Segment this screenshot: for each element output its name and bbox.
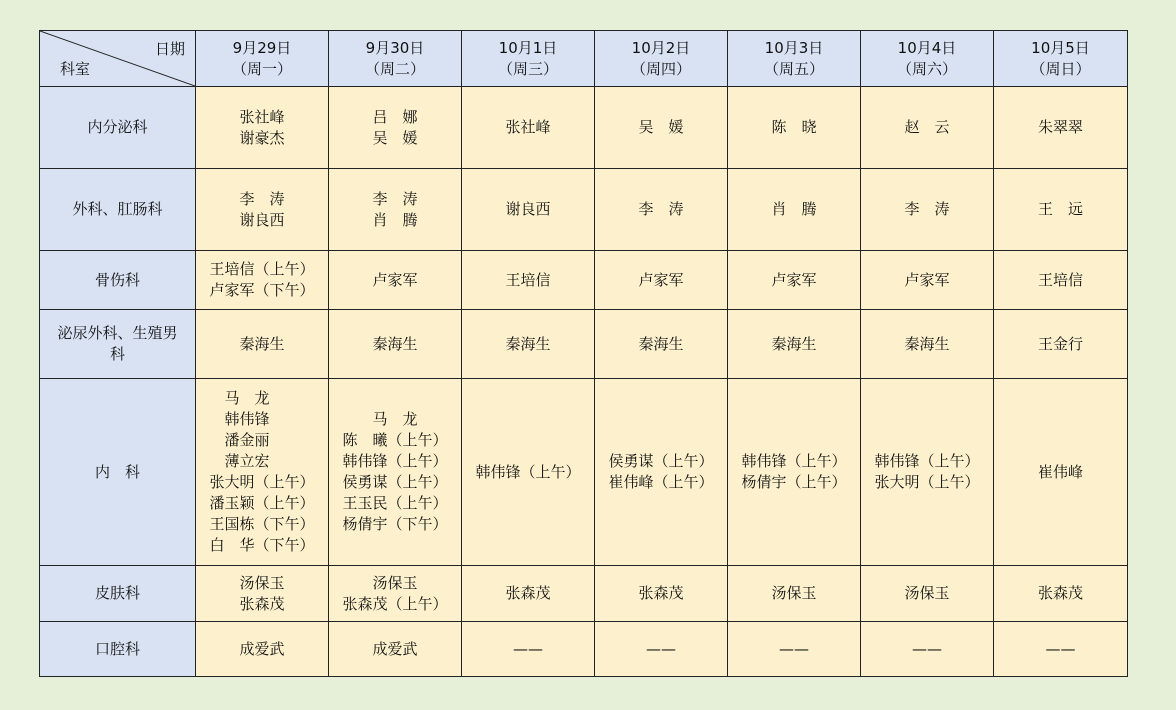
doctor-list [209, 388, 314, 556]
doctor-list [505, 270, 550, 291]
duty-cell [994, 169, 1128, 251]
doctor-list [372, 639, 417, 660]
table-row [40, 622, 1128, 677]
doctor-name: 李 涛 [239, 189, 285, 208]
duty-cell [196, 379, 329, 566]
doctor-list [904, 199, 949, 220]
doctor-list [771, 583, 816, 604]
doctor-list [372, 270, 417, 291]
doctor-name: 赵 云 [904, 118, 950, 136]
doctor-name: 马 龙 [342, 410, 418, 428]
doctor-list [1038, 462, 1083, 483]
duty-cell [595, 87, 728, 169]
table-row [40, 87, 1128, 169]
department-label: 骨伤科 [94, 270, 140, 289]
doctor-name: 肖 腾 [771, 200, 817, 218]
duty-cell [462, 87, 595, 169]
doctor-name: 秦海生 [904, 334, 950, 353]
doctor-name: 王培信 [505, 270, 551, 289]
doctor-name: 王培信（上午） [209, 260, 315, 278]
doctor-name: 秦海生 [638, 334, 684, 353]
duty-cell [861, 87, 994, 169]
doctor-list [771, 199, 816, 220]
doctor-list [475, 462, 580, 483]
department-cell [40, 566, 196, 622]
doctor-name: 成爱武 [372, 639, 418, 658]
doctor-list [912, 639, 942, 660]
department-label: 皮肤科 [94, 584, 140, 602]
day-weekday: （周二） [364, 59, 425, 78]
doctor-name: 秦海生 [372, 334, 418, 353]
doctor-name: 肖 腾 [372, 210, 418, 229]
duty-cell [196, 87, 329, 169]
day-weekday: （周日） [1030, 59, 1091, 78]
duty-cell [861, 379, 994, 566]
doctor-list [1038, 199, 1083, 220]
doctor-list [513, 639, 543, 660]
day-header [196, 31, 329, 87]
doctor-list [372, 334, 417, 355]
duty-cell [329, 169, 462, 251]
duty-cell [462, 310, 595, 379]
duty-cell [595, 566, 728, 622]
day-header [462, 31, 595, 87]
day-weekday: （周六） [896, 59, 957, 78]
duty-cell [595, 310, 728, 379]
doctor-name: 薄立宏 [209, 452, 270, 470]
doctor-name: 王金行 [1037, 334, 1083, 353]
corner-dept-label: 科室 [60, 60, 91, 78]
duty-cell [728, 566, 861, 622]
doctor-list [342, 573, 447, 615]
doctor-list [239, 189, 284, 231]
doctor-name: 侯勇谋（上午） [342, 473, 448, 491]
doctor-name: 谢豪杰 [239, 128, 285, 147]
doctor-list [505, 334, 550, 355]
duty-cell [196, 169, 329, 251]
duty-cell [196, 310, 329, 379]
duty-cell [329, 622, 462, 677]
doctor-name: 侯勇谋（上午） [608, 452, 714, 470]
doctor-list [904, 270, 949, 291]
day-date: 10月1日 [498, 38, 558, 57]
duty-cell [728, 622, 861, 677]
doctor-name: 吕 娜 [372, 107, 418, 126]
doctor-name: 汤保玉 [342, 573, 418, 592]
doctor-name: 吴 媛 [638, 118, 684, 136]
duty-cell [196, 622, 329, 677]
duty-cell [462, 622, 595, 677]
department-label: 泌尿外科、生殖男 [57, 324, 178, 342]
day-header [861, 31, 994, 87]
doctor-name: 张森茂 [239, 594, 285, 613]
doctor-list [505, 117, 550, 138]
doctor-name: 张森茂 [1037, 584, 1083, 602]
header-row [40, 31, 1128, 87]
duty-cell [196, 566, 329, 622]
duty-cell [994, 251, 1128, 310]
doctor-list [904, 117, 949, 138]
doctor-list [239, 107, 284, 149]
duty-cell [994, 87, 1128, 169]
duty-cell [329, 379, 462, 566]
doctor-name: 白 华（下午） [209, 536, 315, 554]
duty-cell [994, 379, 1128, 566]
doctor-name: 陈 晓 [771, 118, 817, 136]
doctor-name: 韩伟锋（上午） [874, 452, 980, 470]
day-date: 10月5日 [1031, 38, 1090, 57]
department-cell [40, 87, 196, 169]
duty-cell [329, 566, 462, 622]
day-header [994, 31, 1128, 87]
doctor-list [1038, 270, 1083, 291]
doctor-list [771, 117, 816, 138]
doctor-name: 韩伟锋（上午） [741, 452, 847, 470]
doctor-name: —— [513, 639, 543, 658]
duty-cell [994, 622, 1128, 677]
doctor-name: 卢家军 [771, 270, 817, 289]
doctor-list [904, 334, 949, 355]
department-cell [40, 310, 196, 379]
department-label: 外科、肛肠科 [72, 200, 163, 218]
doctor-name: 李 涛 [638, 200, 684, 218]
doctor-name: 卢家军 [638, 270, 684, 289]
doctor-name: 汤保玉 [771, 584, 817, 602]
doctor-name: 李 涛 [372, 189, 418, 208]
doctor-name: 汤保玉 [904, 584, 950, 602]
doctor-list [372, 107, 417, 149]
doctor-list [771, 334, 816, 355]
day-weekday: （周五） [763, 59, 824, 78]
doctor-list [771, 270, 816, 291]
duty-cell [196, 251, 329, 310]
doctor-name: —— [779, 639, 809, 658]
doctor-name: 张森茂（上午） [342, 594, 448, 613]
doctor-name: 张大明（上午） [874, 473, 980, 491]
doctor-list [741, 451, 846, 493]
day-weekday: （周三） [497, 59, 558, 78]
department-cell [40, 379, 196, 566]
doctor-list [239, 639, 284, 660]
table-row [40, 251, 1128, 310]
day-date: 9月29日 [232, 38, 292, 57]
doctor-list [638, 334, 683, 355]
doctor-name: 张社峰 [239, 107, 285, 126]
doctor-list [505, 583, 550, 604]
duty-cell [595, 622, 728, 677]
duty-cell [728, 310, 861, 379]
doctor-list [779, 639, 809, 660]
doctor-name: 马 龙 [209, 389, 270, 407]
doctor-list [638, 583, 683, 604]
doctor-name: 成爱武 [239, 639, 285, 658]
duty-cell [595, 169, 728, 251]
doctor-name: 朱翠翠 [1037, 118, 1083, 136]
duty-cell [728, 87, 861, 169]
doctor-name: 潘金丽 [209, 431, 270, 449]
duty-cell [329, 251, 462, 310]
doctor-name: —— [912, 639, 942, 658]
corner-header-cell [40, 31, 196, 87]
doctor-name: 杨倩宇（下午） [342, 515, 448, 533]
duty-cell [861, 251, 994, 310]
doctor-name: 王培信 [1037, 270, 1083, 289]
department-label: 科 [109, 345, 125, 363]
doctor-name: 谢良西 [505, 200, 551, 218]
schedule-body [40, 87, 1128, 677]
doctor-list [638, 199, 683, 220]
doctor-list [1038, 583, 1083, 604]
day-header [728, 31, 861, 87]
doctor-name: 陈 曦（上午） [342, 431, 448, 449]
doctor-name: 崔伟峰（上午） [608, 473, 714, 491]
day-date: 10月3日 [764, 38, 824, 57]
duty-cell [329, 310, 462, 379]
department-cell [40, 251, 196, 310]
day-header [329, 31, 462, 87]
table-row [40, 379, 1128, 566]
doctor-list [1038, 334, 1083, 355]
doctor-name: 杨倩宇（上午） [741, 473, 847, 491]
doctor-name: 吴 媛 [372, 128, 418, 147]
duty-cell [595, 251, 728, 310]
day-date: 10月4日 [897, 38, 957, 57]
table-row [40, 566, 1128, 622]
day-date: 9月30日 [365, 38, 425, 57]
doctor-name: 韩伟锋 [209, 410, 270, 428]
department-cell [40, 169, 196, 251]
table-row [40, 169, 1128, 251]
doctor-name: 韩伟锋（上午） [475, 462, 581, 481]
doctor-name: 李 涛 [904, 200, 950, 218]
doctor-list [505, 199, 550, 220]
day-weekday: （周四） [630, 59, 691, 78]
table-row [40, 310, 1128, 379]
doctor-name: —— [646, 639, 676, 658]
doctor-list [646, 639, 676, 660]
duty-cell [861, 566, 994, 622]
doctor-name: 秦海生 [239, 334, 285, 353]
doctor-name: 王玉民（上午） [342, 494, 448, 512]
doctor-list [239, 573, 284, 615]
department-cell [40, 622, 196, 677]
duty-cell [994, 310, 1128, 379]
corner-date-label: 日期 [154, 40, 185, 58]
doctor-list [904, 583, 949, 604]
duty-schedule-table [39, 30, 1128, 677]
department-label: 口腔科 [94, 639, 140, 658]
duty-cell [728, 379, 861, 566]
day-header [595, 31, 728, 87]
duty-cell [728, 169, 861, 251]
duty-cell [462, 379, 595, 566]
duty-cell [595, 379, 728, 566]
doctor-list [342, 409, 447, 535]
doctor-name: 秦海生 [771, 334, 817, 353]
duty-cell [861, 169, 994, 251]
duty-cell [462, 566, 595, 622]
doctor-list [239, 334, 284, 355]
duty-cell [861, 622, 994, 677]
doctor-name: 卢家军（下午） [209, 281, 315, 299]
doctor-name: 张森茂 [505, 584, 551, 602]
day-date: 10月2日 [631, 38, 691, 57]
doctor-name: 卢家军 [904, 270, 950, 289]
doctor-name: 张大明（上午） [209, 473, 315, 491]
doctor-list [372, 189, 417, 231]
doctor-name: 王国栋（下午） [209, 515, 315, 533]
duty-cell [994, 566, 1128, 622]
doctor-name: 秦海生 [505, 334, 551, 353]
department-label: 内分泌科 [87, 118, 148, 136]
doctor-name: 韩伟锋（上午） [342, 452, 448, 470]
doctor-list [209, 259, 314, 301]
department-label: 内 科 [94, 462, 140, 481]
duty-cell [728, 251, 861, 310]
doctor-name: 崔伟峰 [1037, 462, 1083, 481]
doctor-name: 潘玉颖（上午） [209, 494, 315, 512]
doctor-name: 谢良西 [239, 210, 285, 229]
doctor-list [874, 451, 979, 493]
doctor-name: 卢家军 [372, 270, 418, 289]
doctor-name: —— [1045, 639, 1076, 658]
doctor-name: 汤保玉 [239, 573, 285, 592]
doctor-list [1046, 639, 1076, 660]
doctor-list [638, 270, 683, 291]
duty-cell [462, 251, 595, 310]
doctor-name: 张社峰 [505, 118, 551, 136]
duty-cell [462, 169, 595, 251]
duty-cell [861, 310, 994, 379]
duty-cell [329, 87, 462, 169]
doctor-name: 张森茂 [638, 584, 684, 602]
doctor-list [638, 117, 683, 138]
doctor-list [608, 451, 713, 493]
doctor-list [1038, 117, 1083, 138]
day-weekday: （周一） [231, 59, 292, 78]
doctor-name: 王 远 [1037, 200, 1083, 218]
